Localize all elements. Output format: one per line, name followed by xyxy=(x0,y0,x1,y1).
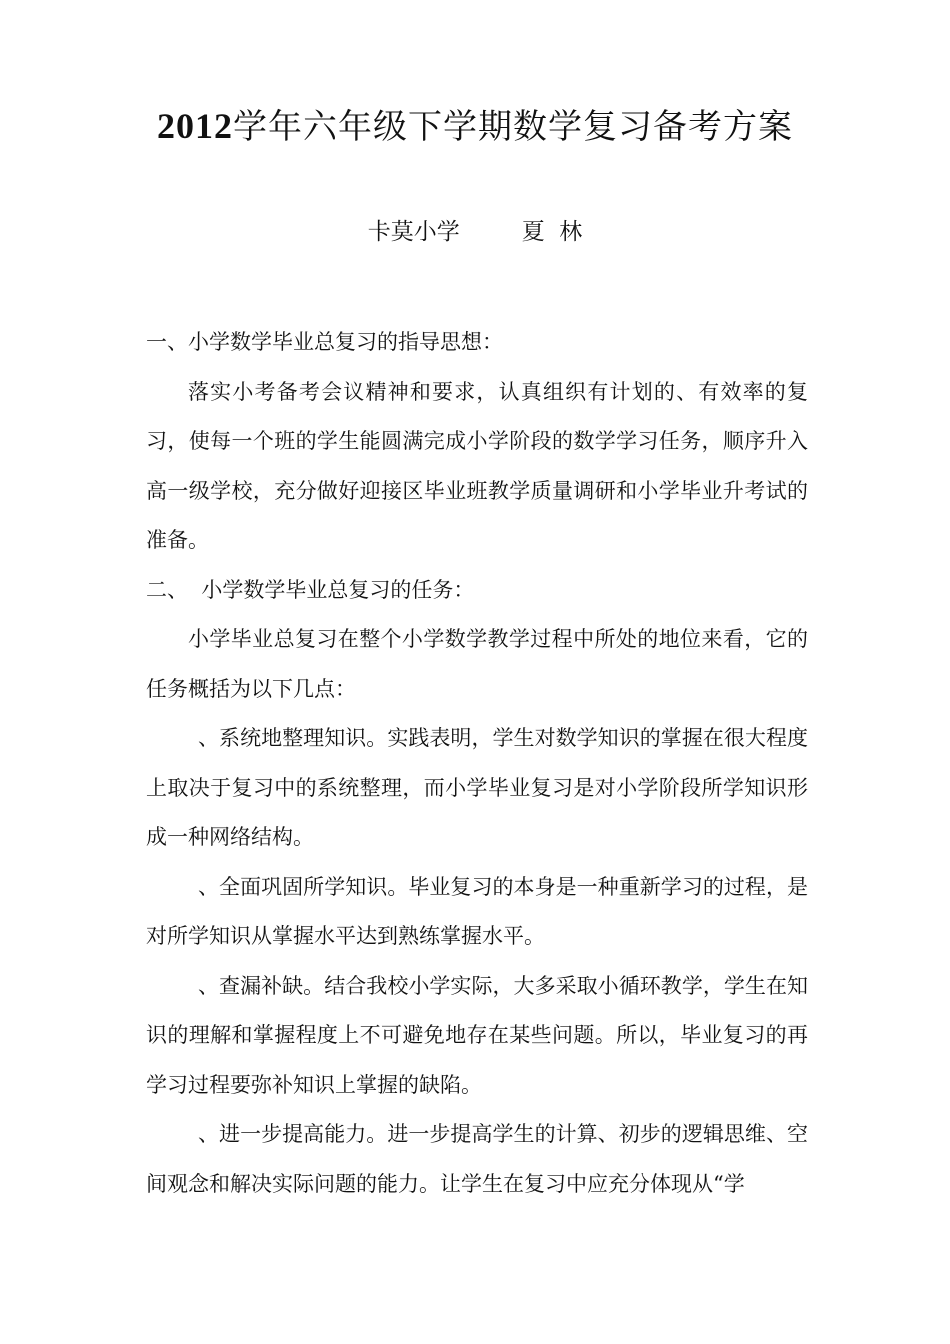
list-item: 、进一步提高能力。进一步提高学生的计算、初步的逻辑思维、空间观念和解决实际问题的能力。让学生在复习中应充分体现从“学 xyxy=(146,1122,808,1196)
list-item: 、全面巩固所学知识。毕业复习的本身是一种重新学习的过程，是对所学知识从掌握水平达到熟练掌握水平。 xyxy=(146,874,808,948)
list-item: 、系统地整理知识。实践表明，学生对数学知识的掌握在很大程度上取决于复习中的系统整理，而小学毕业复习是对小学阶段所学知识形成一种网络结构。 xyxy=(146,726,808,849)
paragraph-tasks-intro: 小学毕业总复习在整个小学数学教学过程中所处的地位来看，它的任务概括为以下几点： xyxy=(146,627,808,701)
document-body xyxy=(146,318,808,1209)
section-heading-1: 一、小学数学毕业总复习的指导思想： xyxy=(146,330,503,354)
author-school: 卡莫小学 xyxy=(367,219,460,245)
title-text: 学年六年级下学期数学复习备考方案 xyxy=(233,107,793,147)
author-name: 夏 林 xyxy=(521,219,583,245)
document-title xyxy=(0,104,950,149)
list-item: 、查漏补缺。结合我校小学实际，大多采取小循环教学，学生在知识的理解和掌握程度上不可避免地存在某些问题。所以，毕业复习的再学习过程要弥补知识上掌握的缺陷。 xyxy=(146,973,808,1097)
title-year: 2012 xyxy=(157,106,233,146)
paragraph-guiding-idea: 落实小考备考会议精神和要求，认真组织有计划的、有效率的复习，使每一个班的学生能圆满完成小学阶段的数学学习任务，顺序升入高一级学校，充分做好迎接区毕业班教学质量调研和小学毕业升考试的准备。 xyxy=(146,379,808,552)
section-heading-2: 二、 小学数学毕业总复习的任务： xyxy=(146,577,475,602)
author-line xyxy=(0,216,950,248)
